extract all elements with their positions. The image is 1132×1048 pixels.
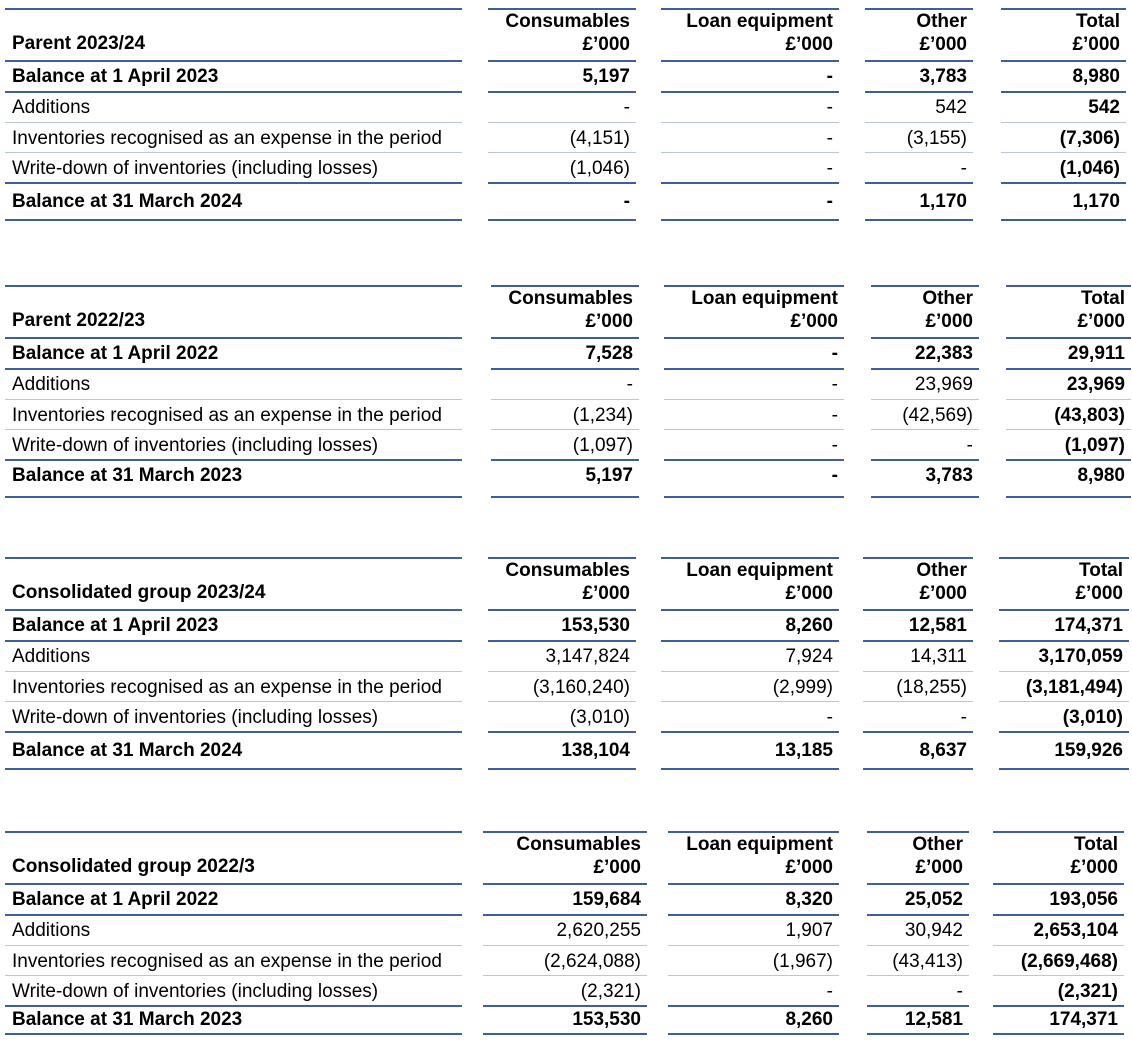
- table-divider: [5, 152, 462, 153]
- table-divider: [867, 945, 969, 946]
- table-cell: 13,185: [774, 740, 833, 761]
- table-rule: [491, 337, 639, 339]
- table-rule: [5, 1033, 462, 1035]
- table-cell: 8,637: [919, 740, 967, 761]
- table-divider: [5, 399, 462, 400]
- table-cell: 3,170,059: [1038, 646, 1123, 667]
- table-cell: (1,097): [572, 435, 633, 456]
- row-label: Additions: [12, 374, 91, 395]
- table-divider: [483, 945, 647, 946]
- table-rule: [483, 1033, 647, 1035]
- column-unit: £’000: [1077, 311, 1125, 332]
- table-divider: [488, 701, 636, 702]
- table-rule: [661, 640, 839, 642]
- table-cell: (1,234): [572, 405, 633, 426]
- table-rule: [664, 459, 844, 461]
- table-divider: [1006, 399, 1131, 400]
- table-cell: -: [623, 97, 630, 118]
- table-cell: 3,783: [919, 66, 967, 87]
- column-header: Consumables: [505, 560, 630, 581]
- table-cell: 159,926: [1054, 740, 1123, 761]
- table-cell: -: [826, 66, 833, 87]
- table-rule: [999, 768, 1129, 770]
- table-cell: 153,530: [561, 615, 630, 636]
- table-cell: (3,160,240): [532, 677, 630, 698]
- table-cell: 193,056: [1049, 889, 1118, 910]
- table-divider: [1001, 152, 1126, 153]
- table-rule: [863, 609, 973, 611]
- table-cell: (2,669,468): [1020, 951, 1118, 972]
- row-label: Write-down of inventories (including losses): [12, 158, 379, 179]
- table-rule: [867, 1033, 969, 1035]
- column-header: Total: [1079, 560, 1123, 581]
- row-label: Balance at 31 March 2024: [12, 740, 243, 761]
- table-cell: 8,260: [785, 1009, 833, 1030]
- table-cell: (2,999): [772, 677, 833, 698]
- row-label: Inventories recognised as an expense in the period: [12, 677, 442, 698]
- row-label: Additions: [12, 646, 91, 667]
- table-cell: -: [831, 435, 838, 456]
- column-unit: £’000: [585, 311, 633, 332]
- table-rule: [491, 459, 639, 461]
- table-rule: [993, 1033, 1124, 1035]
- table-cell: 2,653,104: [1033, 920, 1118, 941]
- table-rule: [5, 337, 462, 339]
- table-rule: [488, 731, 636, 733]
- table-cell: -: [966, 435, 973, 456]
- table-title: Consolidated group 2022/3: [12, 856, 255, 877]
- table-divider: [5, 671, 462, 672]
- table-cell: 2,620,255: [556, 920, 641, 941]
- column-header: Consumables: [505, 11, 630, 32]
- row-label: Balance at 1 April 2022: [12, 889, 219, 910]
- table-rule: [1001, 91, 1126, 93]
- table-title: Parent 2022/23: [12, 310, 146, 331]
- table-rule: [5, 731, 462, 733]
- table-cell: (1,097): [1064, 435, 1125, 456]
- table-cell: 8,980: [1077, 465, 1125, 486]
- column-header: Consumables: [516, 834, 641, 855]
- column-unit: £’000: [915, 857, 963, 878]
- table-cell: 14,311: [910, 646, 967, 667]
- table-rule: [668, 1005, 839, 1007]
- table-cell: 174,371: [1054, 615, 1123, 636]
- column-header: Loan equipment: [686, 560, 833, 581]
- table-cell: 25,052: [904, 889, 963, 910]
- table-divider: [5, 945, 462, 946]
- table-divider: [5, 701, 462, 702]
- table-cell: 1,907: [785, 920, 833, 941]
- column-header: Loan equipment: [686, 834, 833, 855]
- table-cell: (1,967): [772, 951, 833, 972]
- table-cell: -: [626, 374, 633, 395]
- table-cell: 542: [1088, 97, 1120, 118]
- table-rule: [5, 609, 462, 611]
- row-label: Inventories recognised as an expense in the period: [12, 405, 442, 426]
- table-rule: [1006, 337, 1131, 339]
- table-cell: -: [831, 343, 838, 364]
- column-header: Other: [916, 11, 967, 32]
- table-rule: [865, 91, 973, 93]
- table-rule: [993, 1005, 1124, 1007]
- table-rule: [668, 1033, 839, 1035]
- row-label: Write-down of inventories (including losses): [12, 435, 379, 456]
- table-rule: [5, 285, 462, 287]
- row-label: Additions: [12, 920, 91, 941]
- table-divider: [1006, 429, 1131, 430]
- row-label: Balance at 31 March 2023: [12, 465, 243, 486]
- table-title: Consolidated group 2023/24: [12, 582, 266, 603]
- table-rule: [5, 640, 462, 642]
- table-cell: (2,321): [580, 981, 641, 1002]
- table-rule: [488, 768, 636, 770]
- table-divider: [863, 671, 973, 672]
- table-cell: (42,569): [902, 405, 973, 426]
- table-rule: [5, 883, 462, 885]
- table-divider: [999, 701, 1129, 702]
- table-rule: [5, 496, 462, 498]
- column-header: Other: [916, 560, 967, 581]
- table-rule: [5, 459, 462, 461]
- table-cell: (1,046): [569, 158, 630, 179]
- table-cell: -: [826, 158, 833, 179]
- table-rule: [488, 182, 636, 184]
- table-rule: [5, 91, 462, 93]
- column-unit: £’000: [919, 583, 967, 604]
- table-cell: 22,383: [914, 343, 973, 364]
- table-rule: [664, 496, 844, 498]
- table-rule: [5, 182, 462, 184]
- table-cell: 29,911: [1067, 343, 1125, 364]
- table-cell: 5,197: [582, 66, 630, 87]
- column-unit: £’000: [1070, 857, 1118, 878]
- table-rule: [863, 731, 973, 733]
- table-rule: [993, 883, 1124, 885]
- table-divider: [863, 701, 973, 702]
- table-cell: 3,147,824: [545, 646, 630, 667]
- table-rule: [865, 60, 973, 62]
- table-rule: [488, 60, 636, 62]
- table-cell: (3,155): [906, 128, 967, 149]
- table-rule: [483, 914, 647, 916]
- table-rule: [871, 368, 979, 370]
- table-rule: [483, 1005, 647, 1007]
- table-rule: [5, 368, 462, 370]
- column-unit: £’000: [582, 34, 630, 55]
- table-rule: [999, 640, 1129, 642]
- table-divider: [664, 399, 844, 400]
- table-rule: [488, 91, 636, 93]
- table-rule: [664, 368, 844, 370]
- table-divider: [488, 152, 636, 153]
- table-divider: [5, 429, 462, 430]
- table-title: Parent 2023/24: [12, 33, 146, 54]
- column-unit: £’000: [785, 857, 833, 878]
- table-rule: [871, 337, 979, 339]
- table-cell: (43,413): [892, 951, 963, 972]
- table-divider: [668, 975, 839, 976]
- table-rule: [863, 640, 973, 642]
- table-divider: [871, 429, 979, 430]
- table-rule: [867, 1005, 969, 1007]
- column-unit: £’000: [785, 583, 833, 604]
- table-cell: (3,181,494): [1025, 677, 1123, 698]
- table-cell: 23,969: [1066, 374, 1125, 395]
- table-cell: -: [960, 158, 967, 179]
- table-rule: [5, 831, 462, 833]
- column-unit: £’000: [785, 34, 833, 55]
- table-rule: [993, 914, 1124, 916]
- table-cell: -: [826, 707, 833, 728]
- table-rule: [661, 731, 839, 733]
- table-cell: 138,104: [561, 740, 630, 761]
- table-rule: [661, 182, 839, 184]
- table-cell: (3,010): [569, 707, 630, 728]
- table-rule: [5, 60, 462, 62]
- table-divider: [1001, 122, 1126, 123]
- column-unit: £’000: [582, 583, 630, 604]
- table-divider: [999, 671, 1129, 672]
- table-cell: -: [826, 97, 833, 118]
- table-rule: [867, 883, 969, 885]
- table-cell: 3,783: [925, 465, 973, 486]
- table-cell: 23,969: [914, 374, 973, 395]
- table-cell: 12,581: [904, 1009, 963, 1030]
- table-rule: [1001, 182, 1126, 184]
- table-rule: [5, 914, 462, 916]
- row-label: Balance at 31 March 2024: [12, 191, 243, 212]
- table-rule: [664, 337, 844, 339]
- column-header: Total: [1081, 288, 1125, 309]
- table-divider: [867, 975, 969, 976]
- table-divider: [491, 429, 639, 430]
- table-cell: -: [831, 374, 838, 395]
- table-divider: [483, 975, 647, 976]
- table-cell: 1,170: [919, 191, 967, 212]
- table-rule: [488, 609, 636, 611]
- table-divider: [661, 701, 839, 702]
- table-divider: [661, 152, 839, 153]
- column-header: Total: [1076, 11, 1120, 32]
- table-rule: [661, 91, 839, 93]
- table-rule: [999, 731, 1129, 733]
- table-divider: [661, 671, 839, 672]
- table-cell: -: [826, 128, 833, 149]
- table-rule: [5, 219, 462, 221]
- table-cell: (7,306): [1059, 128, 1120, 149]
- table-cell: -: [831, 465, 838, 486]
- table-divider: [664, 429, 844, 430]
- column-unit: £’000: [1072, 34, 1120, 55]
- table-cell: 8,260: [785, 615, 833, 636]
- table-cell: 159,684: [572, 889, 641, 910]
- row-label: Balance at 1 April 2022: [12, 343, 219, 364]
- table-cell: -: [960, 707, 967, 728]
- table-divider: [661, 122, 839, 123]
- table-rule: [863, 768, 973, 770]
- table-cell: (1,046): [1059, 158, 1120, 179]
- table-rule: [1006, 368, 1131, 370]
- table-divider: [488, 671, 636, 672]
- table-rule: [483, 883, 647, 885]
- table-cell: 7,528: [585, 343, 633, 364]
- table-cell: -: [826, 191, 833, 212]
- column-unit: £’000: [919, 34, 967, 55]
- table-rule: [661, 768, 839, 770]
- table-rule: [871, 496, 979, 498]
- table-cell: -: [831, 405, 838, 426]
- table-cell: 30,942: [904, 920, 963, 941]
- table-divider: [5, 122, 462, 123]
- column-header: Loan equipment: [691, 288, 838, 309]
- row-label: Additions: [12, 97, 91, 118]
- column-unit: £’000: [1075, 583, 1123, 604]
- table-divider: [5, 975, 462, 976]
- table-cell: -: [826, 981, 833, 1002]
- table-rule: [865, 182, 973, 184]
- table-divider: [488, 122, 636, 123]
- table-rule: [661, 60, 839, 62]
- table-divider: [865, 152, 973, 153]
- table-cell: 8,980: [1072, 66, 1120, 87]
- table-cell: (3,010): [1062, 707, 1123, 728]
- table-cell: -: [623, 191, 630, 212]
- table-cell: (4,151): [569, 128, 630, 149]
- table-rule: [668, 914, 839, 916]
- table-cell: 542: [935, 97, 967, 118]
- row-label: Inventories recognised as an expense in the period: [12, 128, 442, 149]
- table-cell: 12,581: [908, 615, 967, 636]
- table-divider: [993, 975, 1124, 976]
- row-label: Balance at 1 April 2023: [12, 615, 219, 636]
- table-cell: 174,371: [1049, 1009, 1118, 1030]
- table-rule: [1001, 60, 1126, 62]
- table-divider: [491, 399, 639, 400]
- column-header: Total: [1074, 834, 1118, 855]
- row-label: Write-down of inventories (including losses): [12, 981, 379, 1002]
- table-rule: [5, 768, 462, 770]
- table-rule: [491, 368, 639, 370]
- table-divider: [668, 945, 839, 946]
- table-rule: [1006, 459, 1131, 461]
- column-header: Other: [922, 288, 973, 309]
- column-unit: £’000: [925, 311, 973, 332]
- table-rule: [488, 640, 636, 642]
- table-cell: (43,803): [1054, 405, 1125, 426]
- table-cell: 153,530: [572, 1009, 641, 1030]
- table-rule: [999, 609, 1129, 611]
- table-cell: 7,924: [785, 646, 833, 667]
- column-unit: £’000: [593, 857, 641, 878]
- table-rule: [5, 8, 462, 10]
- column-header: Loan equipment: [686, 11, 833, 32]
- table-rule: [491, 496, 639, 498]
- column-header: Consumables: [508, 288, 633, 309]
- row-label: Write-down of inventories (including losses): [12, 707, 379, 728]
- row-label: Inventories recognised as an expense in the period: [12, 951, 442, 972]
- table-divider: [865, 122, 973, 123]
- table-rule: [661, 219, 839, 221]
- table-rule: [661, 609, 839, 611]
- table-cell: (18,255): [896, 677, 967, 698]
- table-rule: [1001, 219, 1126, 221]
- table-cell: (2,624,088): [543, 951, 641, 972]
- column-header: Other: [912, 834, 963, 855]
- row-label: Balance at 31 March 2023: [12, 1009, 243, 1030]
- table-divider: [993, 945, 1124, 946]
- table-cell: (2,321): [1057, 981, 1118, 1002]
- table-rule: [871, 459, 979, 461]
- table-rule: [865, 219, 973, 221]
- table-cell: -: [956, 981, 963, 1002]
- table-cell: 1,170: [1072, 191, 1120, 212]
- table-cell: 5,197: [585, 465, 633, 486]
- table-rule: [1006, 496, 1131, 498]
- table-rule: [867, 914, 969, 916]
- table-cell: 8,320: [785, 889, 833, 910]
- table-rule: [668, 883, 839, 885]
- row-label: Balance at 1 April 2023: [12, 66, 219, 87]
- table-rule: [5, 1005, 462, 1007]
- table-rule: [5, 557, 462, 559]
- table-divider: [871, 399, 979, 400]
- column-unit: £’000: [790, 311, 838, 332]
- table-rule: [488, 219, 636, 221]
